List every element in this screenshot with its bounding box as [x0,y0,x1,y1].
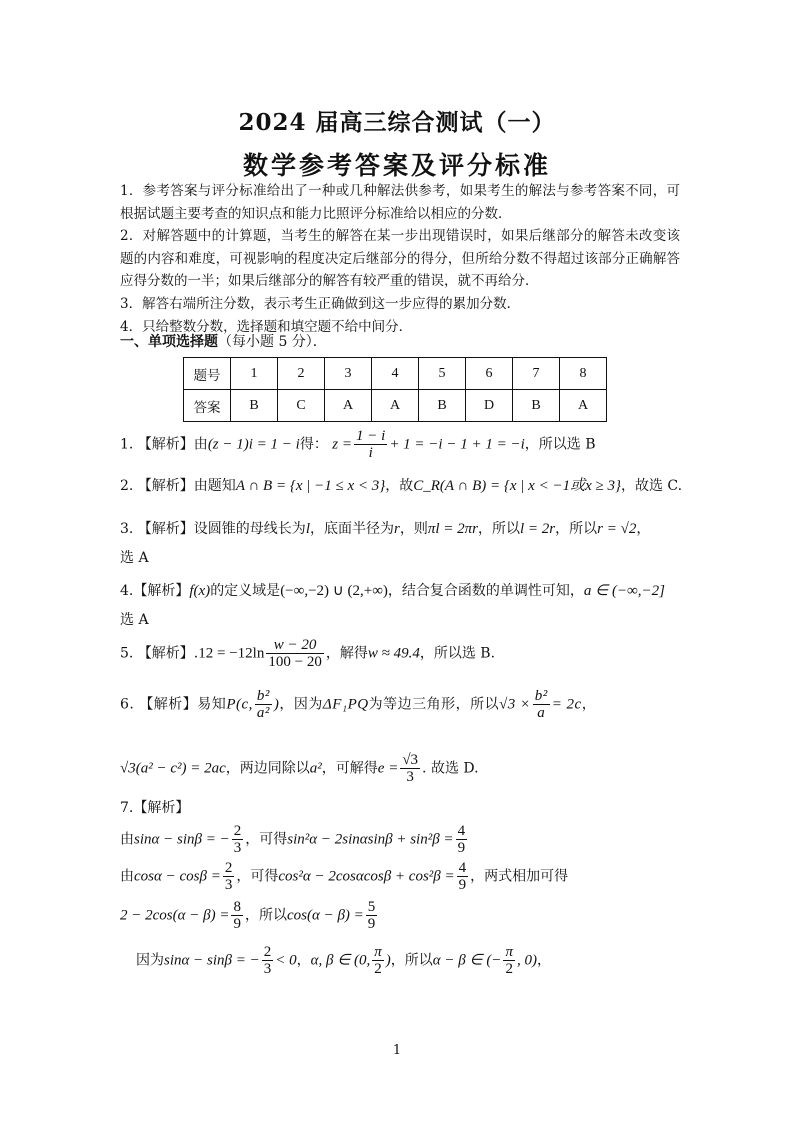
solution-q6-line2: √3(a² − c²) = 2ac，两边同除以a²，可解得e = $\frac{√3}{3}$ . 故选 D. [120,752,479,785]
table-row [184,358,607,390]
table-cell: 6 [466,358,513,390]
note-1: 1．参考答案与评分标准给出了一种或几种解法供参考，如果考生的解法与参考答案不同，可根据试题主要考查的知识点和能力比照评分标准给以相应的分数． [120,183,680,222]
solution-q3: 3. 【解析】设圆锥的母线长为l，底面半径为r，则πl = 2πr，所以l = 2r，所以r = √2， [120,521,651,537]
solution-q4: 4.【解析】f(x)的定义域是(−∞,−2) ∪ (2,+∞)，结合复合函数的单调性可知，a ∈ (−∞,−2] [120,583,666,599]
fraction: $\frac{\pi}{2}$ [374,944,382,977]
fraction: $\frac{√3}{3}$ [402,752,419,785]
section-heading [120,331,327,351]
fraction: $\frac{4}{9}$ [458,860,467,893]
page-title: 2024 届高三综合测试（一） [238,109,556,136]
section-title: 一、单项选择题 [120,334,218,350]
row-header-answer: 答案 [184,390,231,422]
page-number: 1 [392,1043,402,1058]
fraction: $\frac{2}{3}$ [224,860,233,893]
table-cell: B [419,390,466,422]
solution-q4-continued: 选 A [120,612,149,628]
section-note: （每小题 5 分）． [218,334,327,350]
table-cell: A [372,390,419,422]
solution-q5: 5. 【解析】.12 = −12ln $\frac{w - 20}{100 - 20}$ ，解得w ≈ 49.4，所以选 B. [120,637,496,670]
fraction: $\frac{1 - i}{i}$ [356,428,386,461]
fraction: $\frac{5}{9}$ [367,899,376,932]
table-cell: 1 [231,358,278,390]
table-cell: A [560,390,607,422]
fraction: $\frac{2}{3}$ [263,944,272,977]
solution-q7-line4: 因为sinα − sinβ = − $\frac{2}{3}$ < 0，α, β ∈ (0, $\frac{\pi}{2}$ )，所以α − β ∈ (− $\frac{\pi}{2}$ , 0)， [136,944,551,977]
fraction: $\frac{2}{3}$ [233,823,242,856]
solution-q7-label: 7.【解析】 [120,800,190,816]
fraction: $\frac{\text{b²}}{\text{a²}}$ [256,688,270,721]
table-cell: 7 [513,358,560,390]
note-3: 3．解答右端所注分数，表示考生正确做到这一步应得的累加分数． [120,295,521,312]
fraction: $\frac{w - 20}{100 - 20}$ [268,637,322,670]
row-header-number: 题号 [184,358,231,390]
note-4: 4．只给整数分数，选择题和填空题不给中间分． [120,318,413,335]
solution-q7-line1: 由sinα − sinβ = − $\frac{2}{3}$ ，可得sin²α − 2sinαsinβ + sin²β = $\frac{4}{9}$ [120,823,466,856]
answer-table [183,357,607,422]
solution-q7-line3: 2 − 2cos(α − β) = $\frac{8}{9}$ ，所以cos(α − β) = $\frac{5}{9}$ [120,899,376,932]
table-cell: B [513,390,560,422]
fraction: $\frac{\pi}{2}$ [505,944,513,977]
solution-q7-line2: 由cosα − cosβ = $\frac{2}{3}$ ，可得cos²α − 2cosαcosβ + cos²β = $\frac{4}{9}$ ，两式相加可得 [120,860,569,893]
fraction: $\frac{\text{b²}}{a}$ [534,688,548,721]
table-cell: 3 [325,358,372,390]
fraction: $\frac{8}{9}$ [233,899,241,932]
table-cell: 5 [419,358,466,390]
solution-q3-continued: 选 A [120,550,149,566]
table-cell: D [466,390,513,422]
solution-q6: 6. 【解析】易知P(c, $\frac{\text{b²}}{\text{a²}}$ )，因为ΔF₁PQ为等边三角形，所以√3 × $\frac{\text{b²}}{a}$ = 2c， [120,688,597,721]
table-cell: 4 [372,358,419,390]
table-cell: A [325,390,372,422]
table-cell: B [231,390,278,422]
table-cell: 2 [278,358,325,390]
grading-notes [120,180,680,338]
table-cell: C [278,390,325,422]
table-cell: 8 [560,358,607,390]
note-2: 2．对解答题中的计算题，当考生的解答在某一步出现错误时，如果后继部分的解答未改变该题的内容和难度，可视影响的程度决定后继部分的得分，但所给分数不得超过该部分正确解答应得分数的一半；如果后继部分的解答有较严重的错误，就不再给分． [120,228,680,290]
fraction: $\frac{4}{9}$ [457,823,466,856]
solution-q2: 2. 【解析】由题知A ∩ B = {x | −1 ≤ x < 3}，故C_R(A ∩ B) = {x | x < −1或x ≥ 3}，故选 C. [120,478,683,494]
page-subtitle: 数学参考答案及评分标准 [242,151,551,180]
table-row [184,390,607,422]
solution-q1: 1. 【解析】由(z − 1)i = 1 − i得： z = $\frac{1 - i}{i}$ + 1 = −i − 1 + 1 = −i，所以选 B [120,428,596,461]
